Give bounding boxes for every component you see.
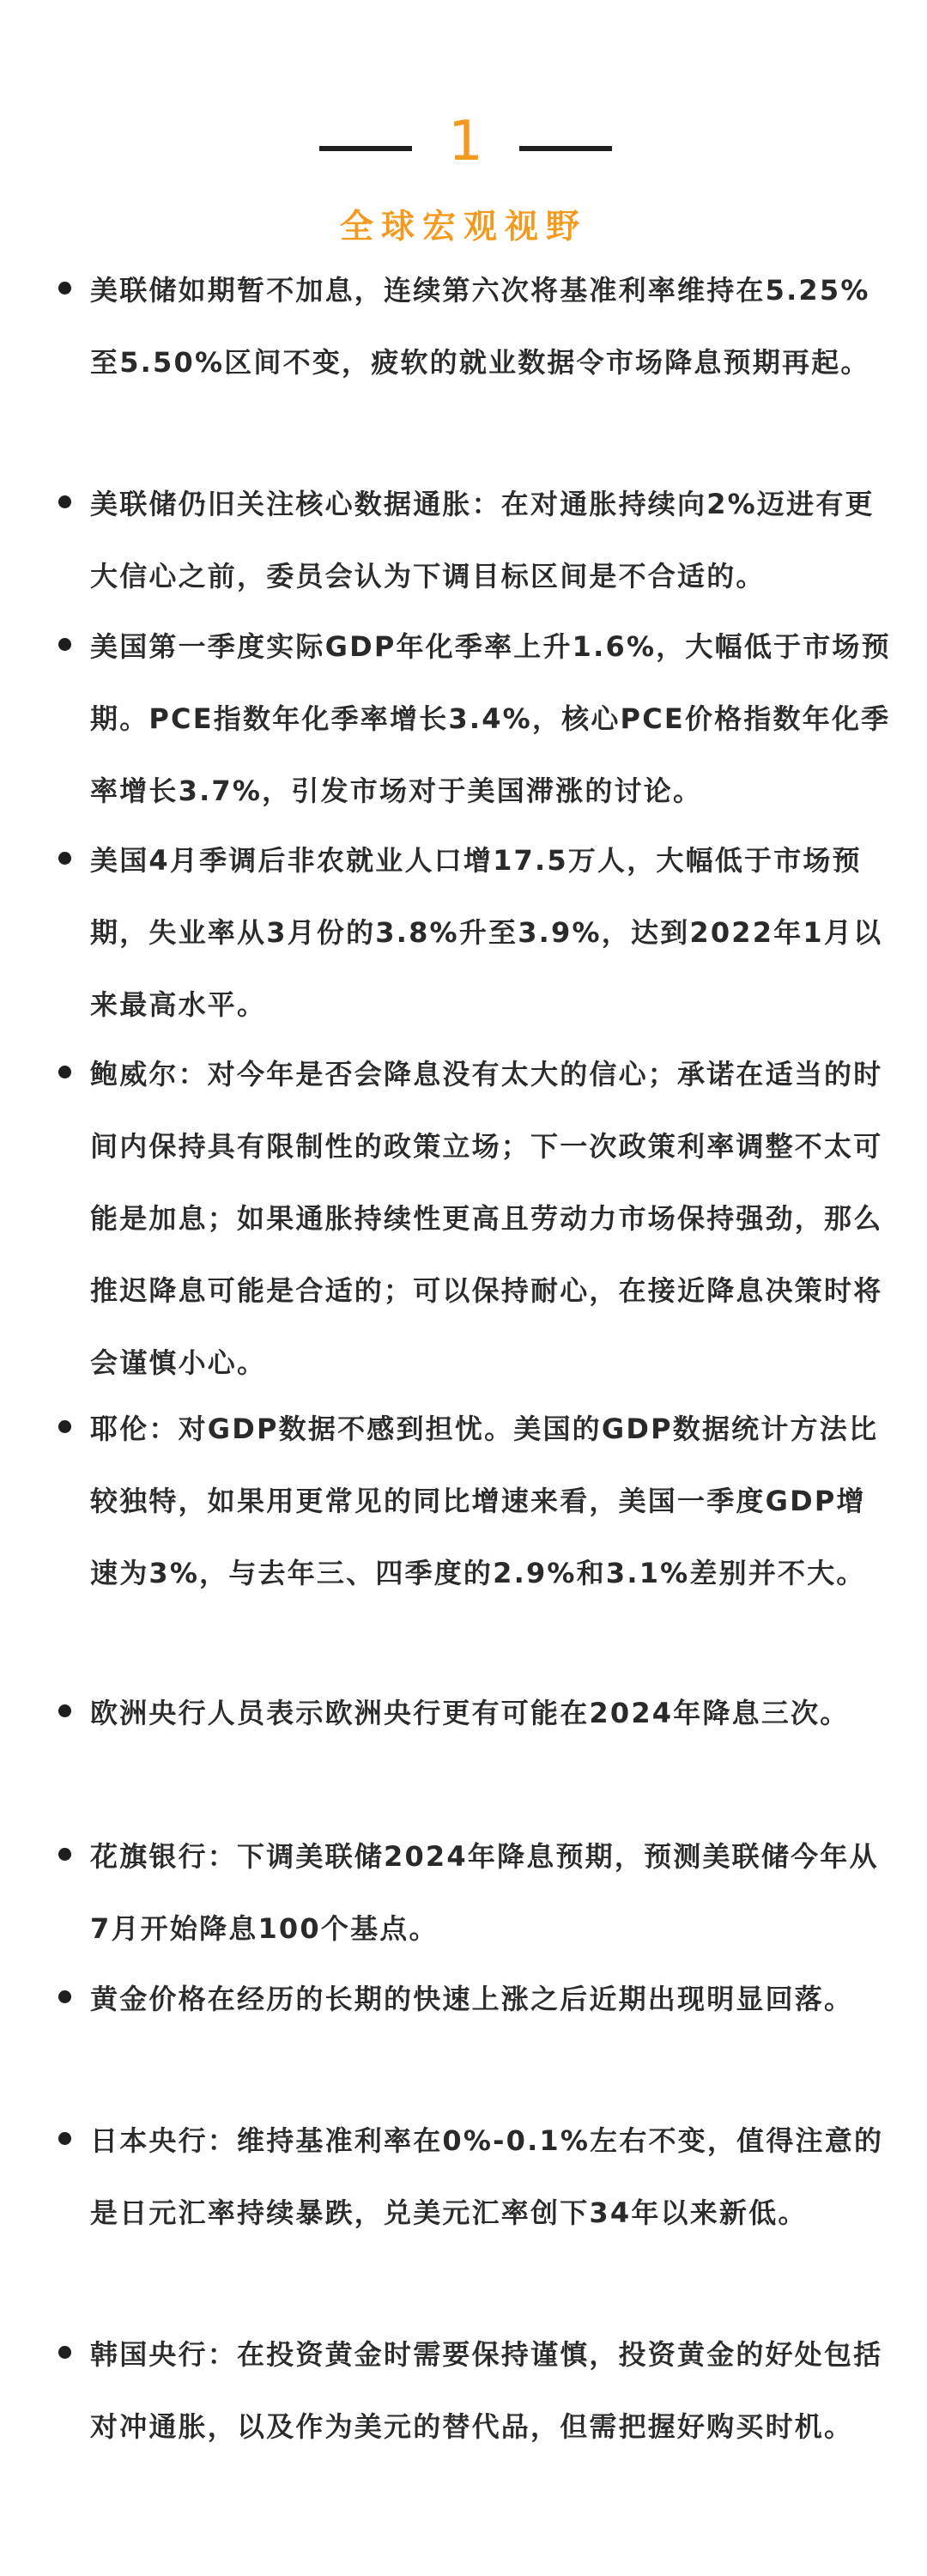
bullet-dot-icon xyxy=(58,852,71,865)
list-item-text: 鲍威尔：对今年是否会降息没有太大的信心；承诺在适当的时间内保持具有限制性的政策立场；下一次政策利率调整不太可能是加息；如果通胀持续性更高且劳动力市场保持强劲，那么推迟降息可能是合适的；可以保持耐心，在接近降息决策时将会谨慎小心。 xyxy=(90,1058,883,1379)
bullet-dot-icon xyxy=(58,2132,71,2145)
bullet-dot-icon xyxy=(58,1990,71,2003)
section-number: 1 xyxy=(448,110,483,173)
bullet-dot-icon xyxy=(58,282,71,295)
section-title: 全球宏观视野 xyxy=(339,208,587,246)
list-item-text: 耶伦：对GDP数据不感到担忧。美国的GDP数据统计方法比较独特，如果用更常见的同比增速来看，美国一季度GDP增速为3%，与去年三、四季度的2.9%和3.1%差别并不大。 xyxy=(90,1413,879,1589)
bullet-dot-icon xyxy=(58,1420,71,1433)
bullet-dot-icon xyxy=(58,1848,71,1861)
bullet-dot-icon xyxy=(58,2346,71,2359)
list-item-text: 欧洲央行人员表示欧洲央行更有可能在2024年降息三次。 xyxy=(90,1697,850,1729)
bullet-dot-icon xyxy=(58,1066,71,1078)
bullet-dot-icon xyxy=(58,638,71,651)
list-item-text: 日本央行：维持基准利率在0%-0.1%左右不变，值得注意的是日元汇率持续暴跌，兑美元汇率创下34年以来新低。 xyxy=(90,2124,884,2229)
list-item-text: 美国第一季度实际GDP年化季率上升1.6%，大幅低于市场预期。PCE指数年化季率增长3.4%，核心PCE价格指数年化季率增长3.7%，引发市场对于美国滞涨的讨论。 xyxy=(90,630,891,807)
list-item-text: 韩国央行：在投资黄金时需要保持谨慎，投资黄金的好处包括对冲通胀，以及作为美元的替代品，但需把握好购买时机。 xyxy=(90,2338,883,2443)
bullet-dot-icon xyxy=(58,1704,71,1717)
list-item-text: 美国4月季调后非农就业人口增17.5万人，大幅低于市场预期，失业率从3月份的3.8%升至3.9%，达到2022年1月以来最高水平。 xyxy=(90,844,883,1021)
list-item-text: 美联储仍旧关注核心数据通胀：在对通胀持续向2%迈进有更大信心之前，委员会认为下调目标区间是不合适的。 xyxy=(90,488,875,592)
list-item-text: 花旗银行：下调美联储2024年降息预期，预测美联储今年从7月开始降息100个基点。 xyxy=(90,1840,879,1945)
list-item-text: 美联储如期暂不加息，连续第六次将基准利率维持在5.25%至5.50%区间不变，疲软的就业数据令市场降息预期再起。 xyxy=(90,274,870,379)
list-item-text: 黄金价格在经历的长期的快速上涨之后近期出现明显回落。 xyxy=(90,1983,854,2015)
bullet-dot-icon xyxy=(58,495,71,508)
